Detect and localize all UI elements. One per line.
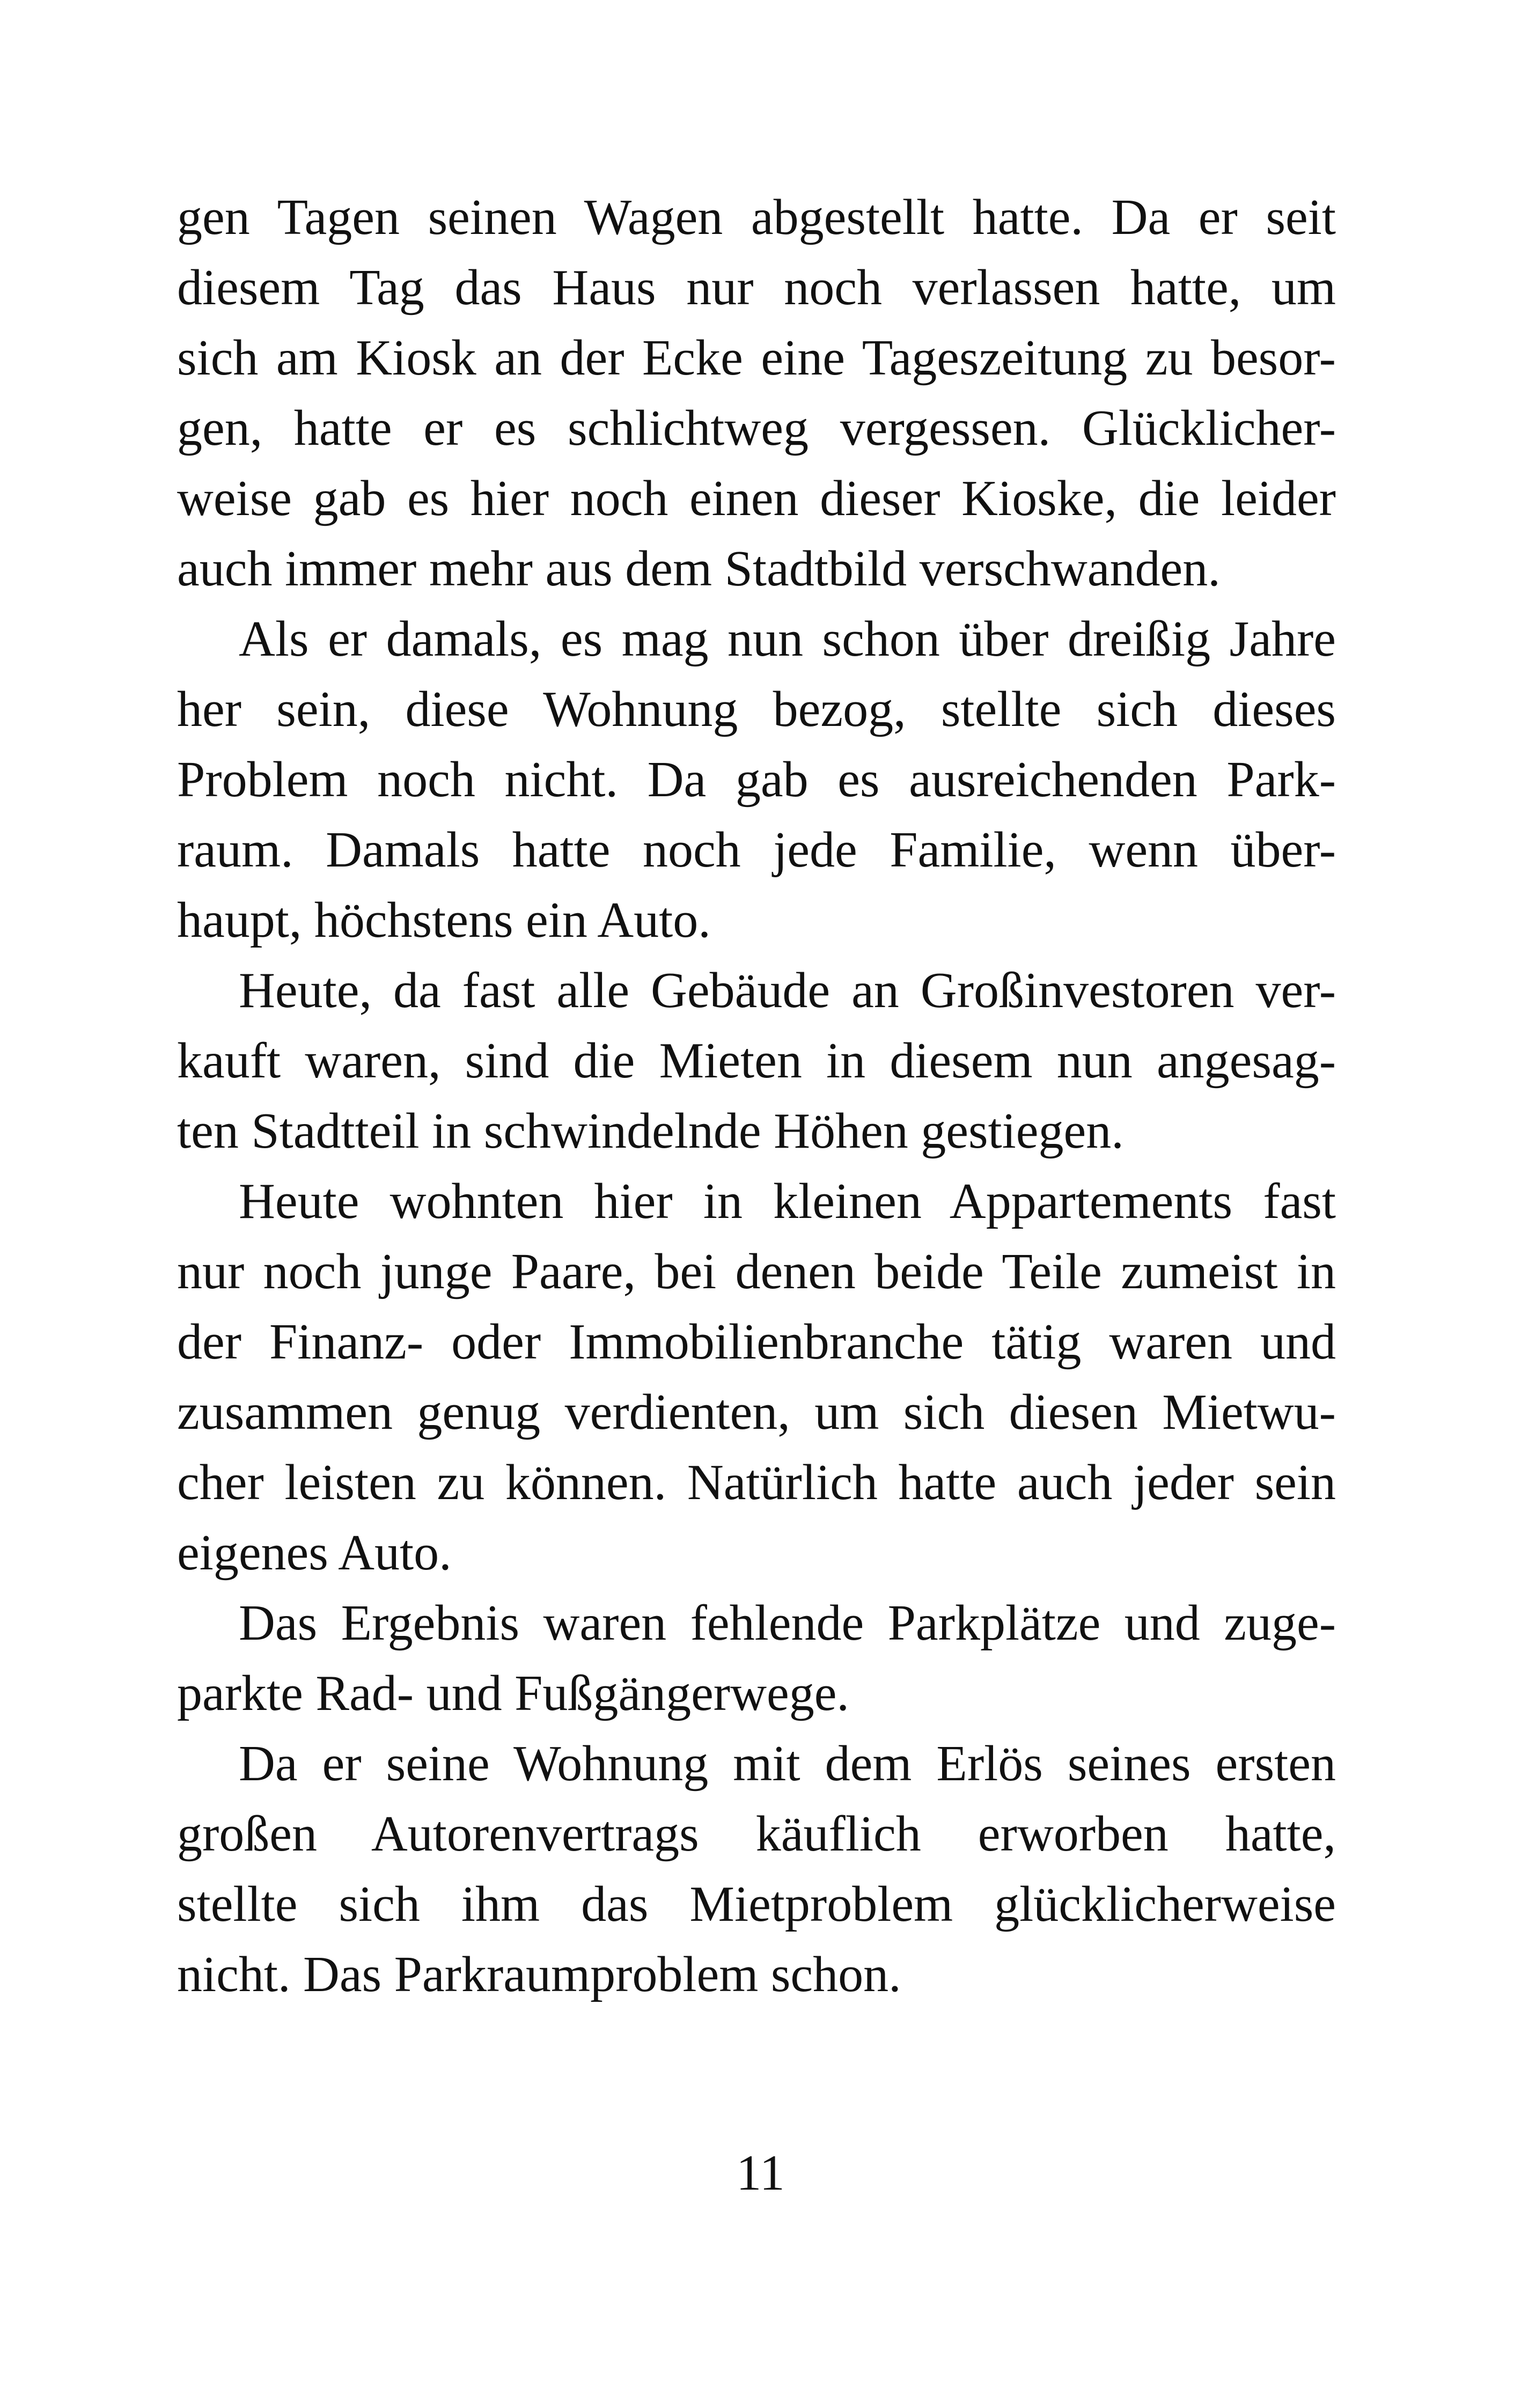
text-line: Heute wohnten hier in kleinen Appartements fast <box>239 1173 1336 1229</box>
page-number: 11 <box>736 2145 785 2201</box>
text-line: haupt, höchstens ein Auto. <box>177 892 711 948</box>
text-line: Heute, da fast alle Gebäude an Großinvestoren ver- <box>239 963 1336 1018</box>
text-line: nur noch junge Paare, bei denen beide Teile zumeist in <box>177 1244 1336 1300</box>
text-line: her sein, diese Wohnung bezog, stellte sich dieses <box>177 681 1336 737</box>
body-text <box>177 182 1336 2010</box>
text-line: stellte sich ihm das Mietproblem glücklicherweise <box>177 1876 1336 1932</box>
text-line: kauft waren, sind die Mieten in diesem nun angesag- <box>177 1033 1336 1089</box>
text-line: eigenes Auto. <box>177 1525 452 1581</box>
text-line: zusammen genug verdienten, um sich diesen Mietwu- <box>177 1384 1336 1440</box>
text-line: parkte Rad- und Fußgängerwege. <box>177 1665 849 1721</box>
text-line: großen Autorenvertrags käuflich erworben hatte, <box>177 1806 1336 1862</box>
text-line: nicht. Das Parkraumproblem schon. <box>177 1947 901 2002</box>
text-line: sich am Kiosk an der Ecke eine Tageszeitung zu besor- <box>177 330 1336 386</box>
text-line: Da er seine Wohnung mit dem Erlös seines ersten <box>239 1736 1336 1792</box>
text-line: ten Stadtteil in schwindelnde Höhen gestiegen. <box>177 1103 1124 1159</box>
text-line: cher leisten zu können. Natürlich hatte auch jeder sein <box>177 1455 1336 1510</box>
text-line: gen Tagen seinen Wagen abgestellt hatte. Da er seit <box>177 189 1336 245</box>
text-line: Als er damals, es mag nun schon über dreißig Jahre <box>239 611 1336 667</box>
text-line: raum. Damals hatte noch jede Familie, wenn über- <box>177 822 1336 878</box>
text-line: Problem noch nicht. Da gab es ausreichenden Park- <box>177 752 1336 807</box>
text-line: auch immer mehr aus dem Stadtbild verschwanden. <box>177 541 1221 597</box>
text-line: Das Ergebnis waren fehlende Parkplätze und zuge- <box>239 1595 1336 1651</box>
text-line: der Finanz- oder Immobilienbranche tätig waren und <box>177 1314 1336 1370</box>
text-line: gen, hatte er es schlichtweg vergessen. Glücklicher- <box>177 400 1336 456</box>
text-line: weise gab es hier noch einen dieser Kioske, die leider <box>177 471 1336 526</box>
text-line: diesem Tag das Haus nur noch verlassen hatte, um <box>177 260 1336 315</box>
